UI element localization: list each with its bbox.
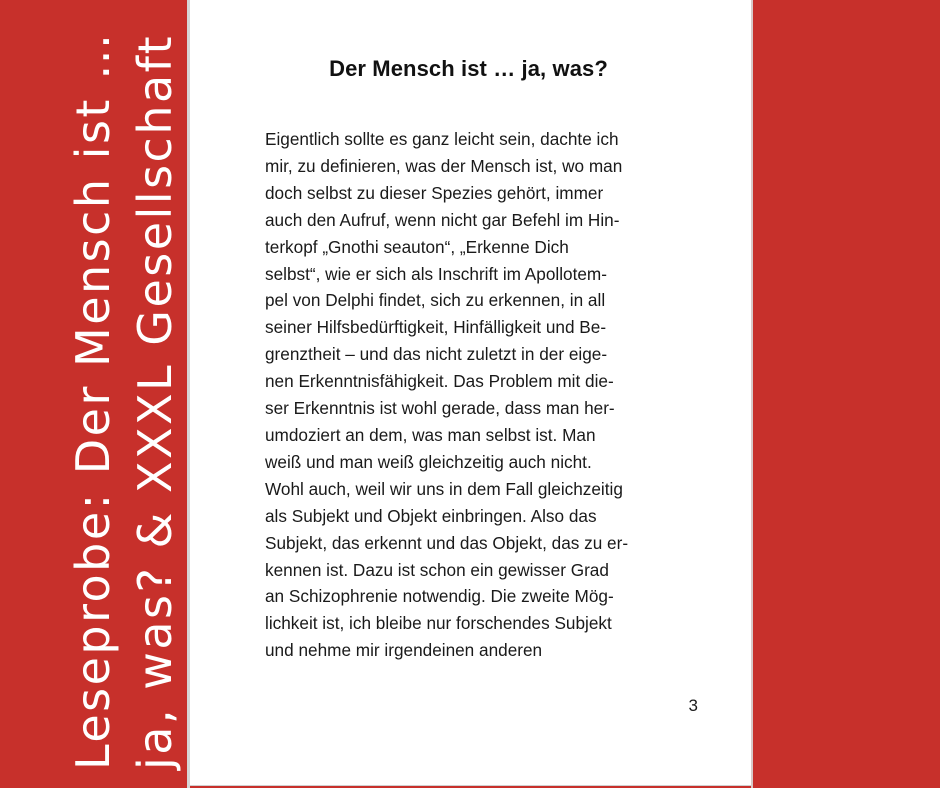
chapter-title: Der Mensch ist … ja, was?: [329, 56, 608, 81]
vertical-book-title: [0, 0, 187, 788]
text-line: Subjekt, das erkennt und das Objekt, das zu er-: [265, 532, 629, 553]
text-line: seiner Hilfsbedürftigkeit, Hinfälligkeit und Be-: [265, 317, 607, 338]
text-line: doch selbst zu dieser Spezies gehört, immer: [265, 182, 604, 203]
body-text: [265, 126, 705, 664]
text-line: ser Erkenntnis ist wohl gerade, dass man her-: [265, 398, 615, 419]
text-line: lichkeit ist, ich bleibe nur forschendes Subjekt: [265, 613, 612, 634]
text-line: terkopf „Gnothi seauton“, „Erkenne Dich: [265, 236, 569, 257]
right-red-band: [753, 0, 940, 788]
text-line: an Schizophrenie notwendig. Die zweite Mög-: [265, 586, 614, 607]
text-line: selbst“, wie er sich als Inschrift im Apollotem-: [265, 263, 607, 284]
page-number: 3: [688, 696, 698, 715]
text-line: mir, zu definieren, was der Mensch ist, wo man: [265, 155, 623, 176]
text-line: grenztheit – und das nicht zuletzt in der eige-: [265, 344, 608, 365]
left-red-band: [0, 0, 187, 788]
vertical-title-line-2: ja, was? & XXXL Gesellschaft: [128, 33, 182, 770]
text-line: nen Erkenntnisfähigkeit. Das Problem mit die-: [265, 371, 614, 392]
text-line: kennen ist. Dazu ist schon ein gewisser Grad: [265, 559, 609, 580]
text-line: pel von Delphi findet, sich zu erkennen, in all: [265, 290, 606, 311]
text-line: umdoziert an dem, was man selbst ist. Man: [265, 424, 596, 445]
vertical-title-line-1: Leseprobe: Der Mensch ist …: [66, 31, 120, 770]
text-line: Eigentlich sollte es ganz leicht sein, dachte ich: [265, 129, 619, 149]
text-line: und nehme mir irgendeinen anderen: [265, 640, 543, 661]
book-page: [190, 0, 751, 786]
text-line: weiß und man weiß gleichzeitig auch nicht.: [265, 451, 592, 472]
text-line: als Subjekt und Objekt einbringen. Also das: [265, 505, 597, 526]
text-line: auch den Aufruf, wenn nicht gar Befehl im Hin-: [265, 209, 620, 230]
text-line: Wohl auch, weil wir uns in dem Fall gleichzeitig: [265, 478, 623, 499]
